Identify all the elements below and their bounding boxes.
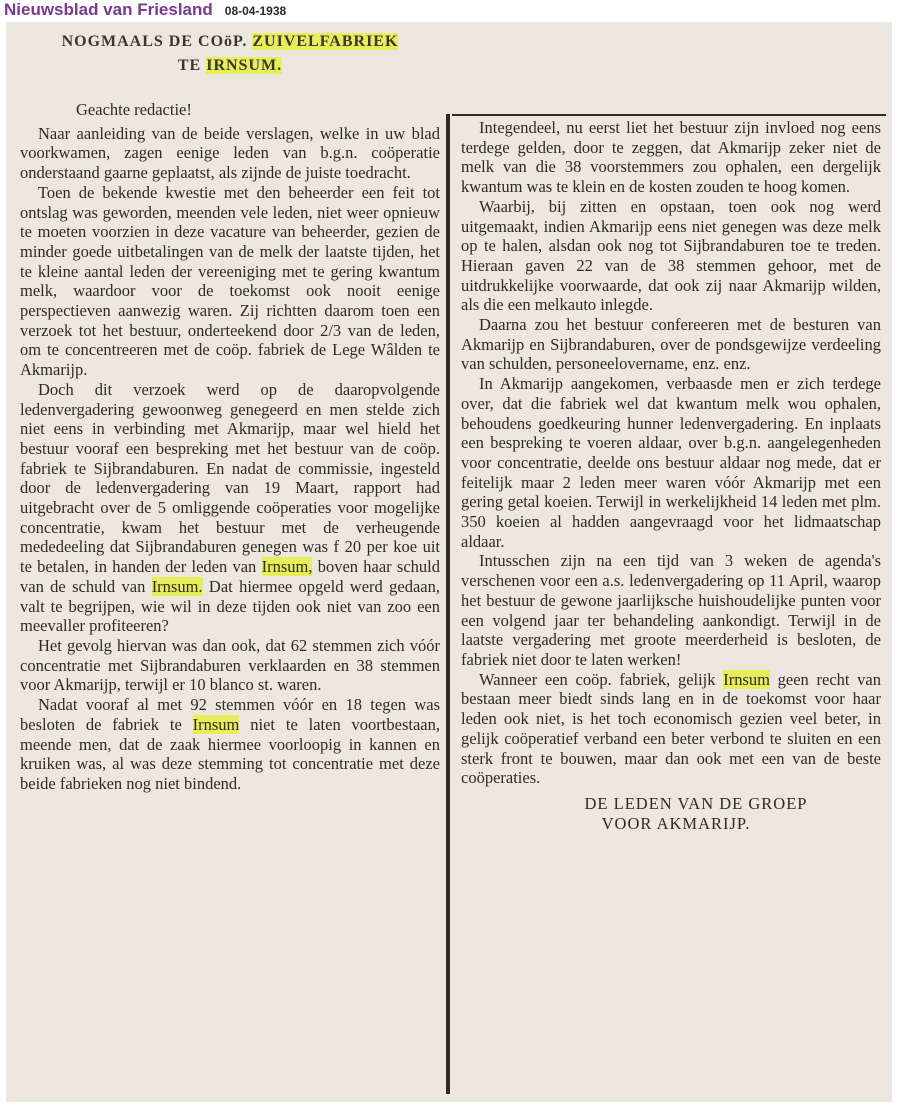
search-highlight: Irnsum,: [261, 557, 313, 577]
article-column-left: [20, 100, 440, 794]
signature-line-1: DE LEDEN VAN DE GROEP: [584, 793, 808, 813]
paragraph: Intusschen zijn na een tijd van 3 weken de agenda's verschenen voor een a.s. ledenvergadering op 11 April, waarop het bestuur de gewone jaarlijksche huishoudelijke punten voor een volgend jaar ter behandeling aankondigt. Terwijl in de laatste vergadering met groote meerderheid is besloten, de fabriek niet door te laten werken!: [461, 551, 881, 669]
salutation: Geachte redactie!: [76, 100, 192, 119]
paragraph: In Akmarijp aangekomen, verbaasde men er zich terdege over, dat die fabriek wel dat kwantum melk wou ophalen, behoudens goedkeuring hunner ledenvergadering. En inplaats een bespreking te voeren aldaar, over b.g.n. aangelegenheden voor concentratie, deelde ons bestuur aldaar nog mede, dat er feitelijk maar 2 leden meer waren vóór Akmarijp met een gering getal koeien. Terwijl in werkelijkheid 14 leden met plm. 350 koeien al hadden aangevraagd voor het lidmaatschap aldaar.: [461, 374, 881, 551]
article-column-right: [461, 118, 881, 833]
paragraph: Nadat vooraf al met 92 stemmen vóór en 18 tegen was besloten de fabriek te Irnsum niet te laten voortbestaan, meende men, dat de zaak hiermee voorloopig in kannen en kruiken was, al was deze stemming tot concentratie met deze beide fabrieken nog niet bindend.: [20, 695, 440, 793]
heading-line-2: TE IRNSUM.: [177, 57, 283, 74]
newspaper-clipping: [6, 22, 892, 1102]
newspaper-name: Nieuwsblad van Friesland: [4, 0, 213, 19]
search-highlight: ZUIVELFABRIEK: [252, 33, 399, 50]
heading-line-1: NOGMAALS DE COöP. ZUIVELFABRIEK: [61, 33, 399, 50]
paragraph: Doch dit verzoek werd op de daaropvolgende ledenvergadering gewoonweg genegeerd en men stelde zich niet eens in verbinding met Akmarijp, maar wel hield het bestuur vooraf een bespreking met het bestuur van de coöp. fabriek te Sijbrandaburen. En nadat de commissie, ingesteld door de ledenvergadering van 19 Maart, rapport had uitgebracht over de 5 omliggende coöperaties voor mogelijke concentratie, kwam het bestuur met de verheugende mededeeling dat Sijbrandaburen genegen was f 20 per koe uit te betalen, in handen der leden van Irnsum, boven haar schuld van de schuld van Irnsum. Dat hiermee opgeld werd gedaan, valt te begrijpen, wie wil in deze tijden ook niet van zoo een meevaller profiteeren?: [20, 379, 441, 636]
paragraph: Integendeel, nu eerst liet het bestuur zijn invloed nog eens terdege gelden, door te zeggen, dat Akmarijp zeker niet de melk van die 38 voorstemmers zou ophalen, een dergelijk kwantum was te klein en de kosten zouden te hoog komen.: [461, 118, 881, 197]
search-highlight: IRNSUM.: [206, 57, 283, 74]
column-top-rule: [452, 114, 886, 116]
paragraph: Naar aanleiding van de beide verslagen, welke in uw blad voorkwamen, zagen eenige leden van b.g.n. coöperatie onderstaand gaarne geplaatst, als zijnde de juiste toedracht.: [20, 123, 440, 183]
publication-date: 08-04-1938: [224, 4, 287, 18]
article-heading: [20, 30, 440, 78]
search-highlight: Irnsum: [723, 669, 770, 689]
paragraph: Daarna zou het bestuur confereeren met de besturen van Akmarijp en Sijbrandaburen, over de pondsgewijze verdeeling van schulden, personeelovername, enz. enz.: [461, 315, 881, 374]
paragraph: Waarbij, bij zitten en opstaan, toen ook nog werd uitgemaakt, indien Akmarijp eens niet genegen was deze melk op te halen, alsdan ook nog tot Sijbrandaburen toe te treden. Hieraan gaven 22 van de 38 stemmen gehoor, met de uitdrukkelijke voorwaarde, dat ook zij naar Akmarijp wilden, als die een melkauto inlegde.: [461, 196, 881, 315]
signature-line-2: VOOR AKMARIJP.: [601, 813, 751, 833]
search-highlight: Irnsum.: [151, 576, 203, 596]
paragraph: Toen de bekende kwestie met den beheerder een feit tot ontslag was geworden, meenden vele leden, niet weer opnieuw te moeten voorzien in deze vacature van beheerder, gezien de minder goede uitbetalingen van de melk der laatste tijden, het te kleine aantal leden der vereeniging met te gering kwantum melk, waardoor voor de toekomst ook nooit eenige perspectieven aanwezig waren. Zij richtten daarom toen een verzoek tot het bestuur, onderteekend door 2/3 van de leden, om te concentreeren met de coöp. fabriek de Lege Wâlden te Akmarijp.: [20, 182, 440, 380]
clipping-header: [4, 0, 286, 20]
paragraph: Wanneer een coöp. fabriek, gelijk Irnsum geen recht van bestaan meer biedt sinds lang en in de toekomst voor haar leden ook niet, is het toch economisch gezien veel beter, in gelijk coöperatief verband een beter verbond te sluiten en een sterk front te bouwen, maar dan ook met een van de beste coöperaties.: [461, 669, 882, 788]
paragraph: Het gevolg hiervan was dan ook, dat 62 stemmen zich vóór concentratie met Sijbrandaburen verklaarden en 38 stemmen voor Akmarijp, terwijl er 10 blanco st. waren.: [20, 635, 440, 695]
search-highlight: Irnsum: [192, 714, 240, 734]
column-divider: [446, 114, 450, 1094]
